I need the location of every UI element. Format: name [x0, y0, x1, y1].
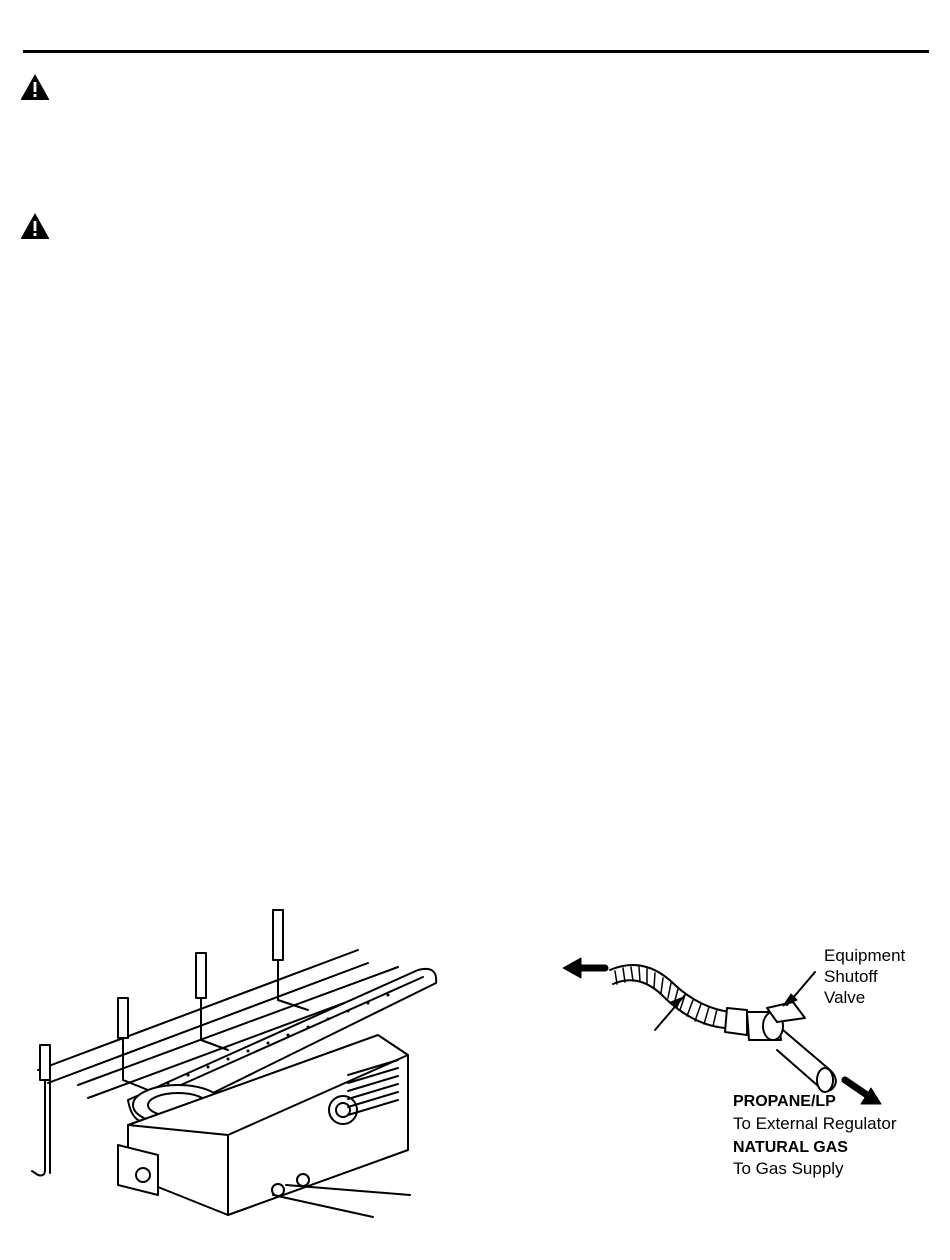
propane-destination-label: To External Regulator	[733, 1114, 897, 1133]
valve-label-line1: Equipment	[824, 946, 906, 965]
header-rule	[23, 50, 929, 53]
warning-triangle-icon	[20, 212, 50, 240]
propane-label: PROPANE/LP	[733, 1093, 836, 1110]
valve-label-line2: Shutoff	[824, 967, 878, 986]
natural-gas-label: NATURAL GAS	[733, 1139, 848, 1156]
natural-gas-destination-label: To Gas Supply	[733, 1159, 844, 1178]
valve-callout	[824, 945, 934, 1008]
burner-assembly-illustration	[18, 905, 438, 1225]
warning-triangle-icon	[20, 73, 50, 101]
valve-label-line3: Valve	[824, 988, 866, 1007]
